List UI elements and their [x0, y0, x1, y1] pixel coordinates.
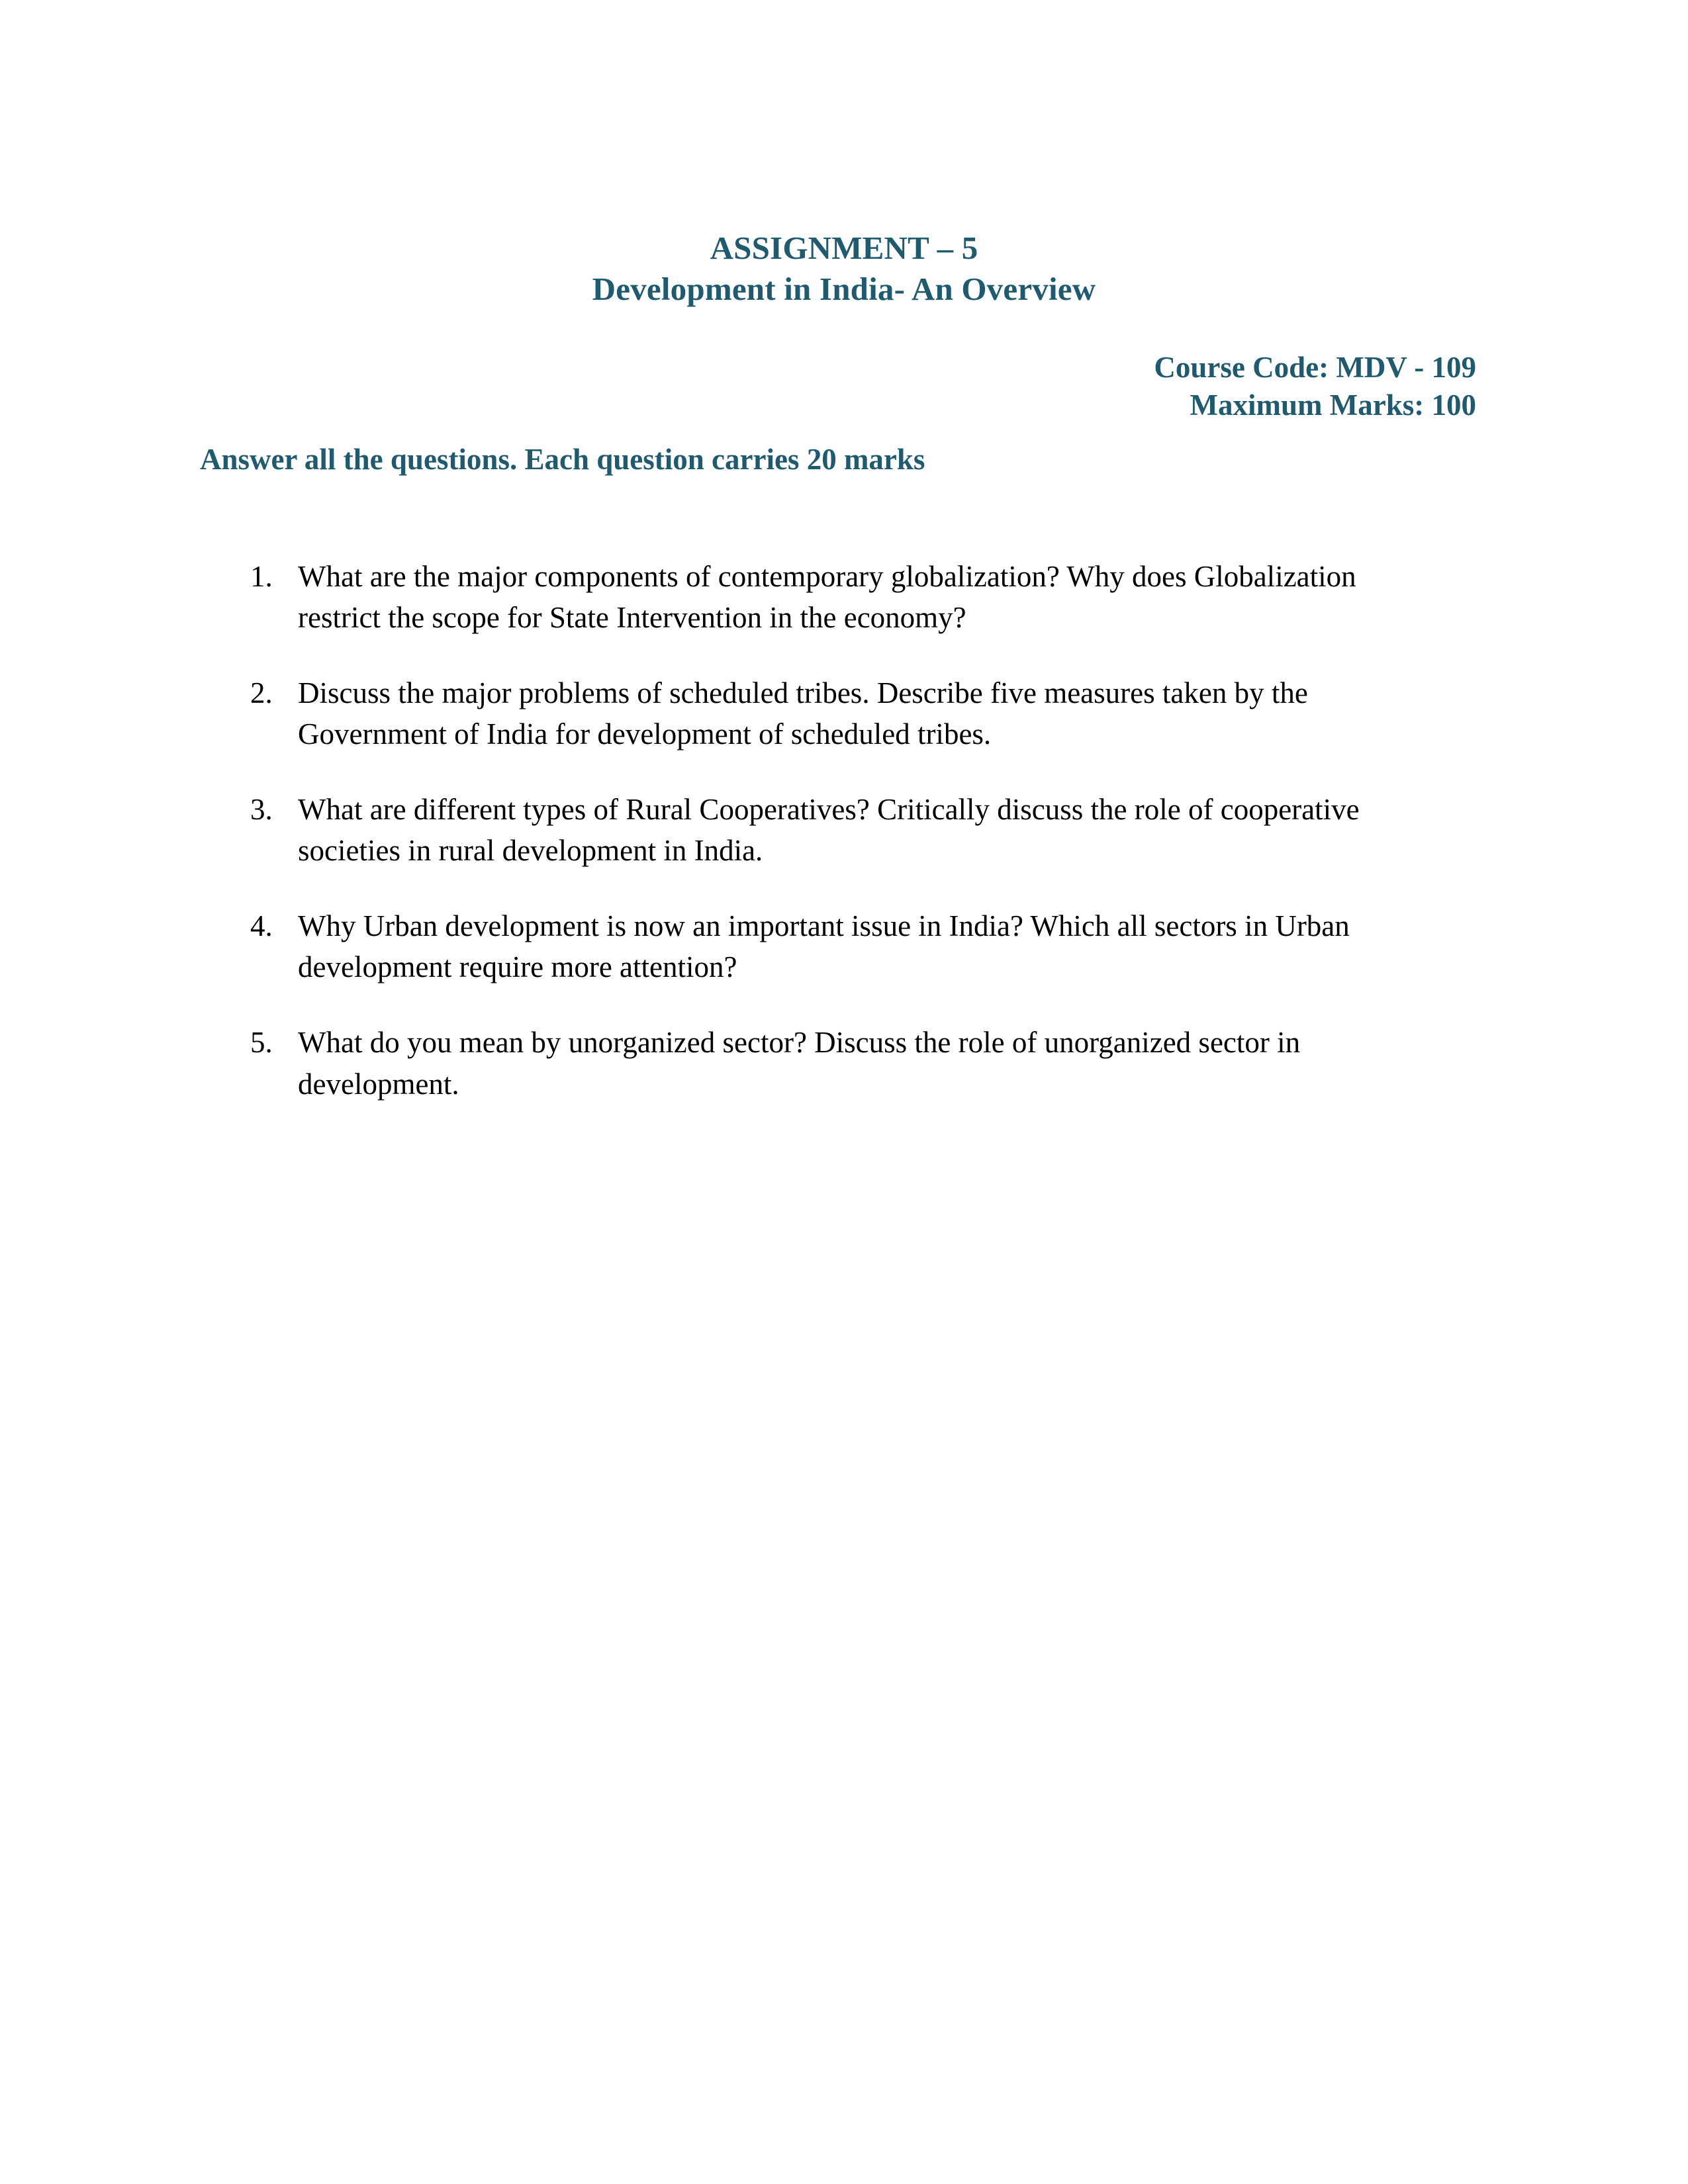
instruction-line: Answer all the questions. Each question carries 20 marks	[200, 442, 925, 476]
list-item	[250, 789, 1483, 871]
question-text: What are different types of Rural Cooperatives? Critically discuss the role of cooperative societies in rural development in India.	[298, 793, 1360, 868]
course-meta-block	[199, 349, 1483, 425]
question-text: Discuss the major problems of scheduled tribes. Describe five measures taken by the Government of India for development of scheduled tribes.	[298, 676, 1308, 751]
question-number: 5.	[250, 1026, 273, 1060]
questions-list	[199, 556, 1483, 1105]
question-number: 1.	[250, 559, 273, 593]
question-number: 2.	[250, 676, 273, 709]
maximum-marks-line: Maximum Marks: 100	[1190, 388, 1476, 422]
list-item	[250, 672, 1483, 754]
assignment-title-line-1: ASSIGNMENT – 5	[710, 230, 978, 266]
list-item	[250, 905, 1483, 987]
question-number: 4.	[250, 909, 273, 943]
question-text: What do you mean by unorganized sector? Discuss the role of unorganized sector in development.	[298, 1026, 1301, 1101]
document-title-block	[205, 228, 1483, 309]
document-content	[199, 228, 1483, 1139]
question-text: What are the major components of contemporary globalization? Why does Globalization restrict the scope for State Intervention in the economy?	[298, 559, 1356, 634]
assignment-title-line-2: Development in India- An Overview	[592, 270, 1096, 307]
question-text: Why Urban development is now an important issue in India? Which all sectors in Urban development require more attention?	[298, 909, 1350, 984]
course-code-line: Course Code: MDV - 109	[1154, 350, 1476, 384]
question-number: 3.	[250, 793, 273, 827]
list-item	[250, 1022, 1483, 1104]
list-item	[250, 556, 1483, 638]
